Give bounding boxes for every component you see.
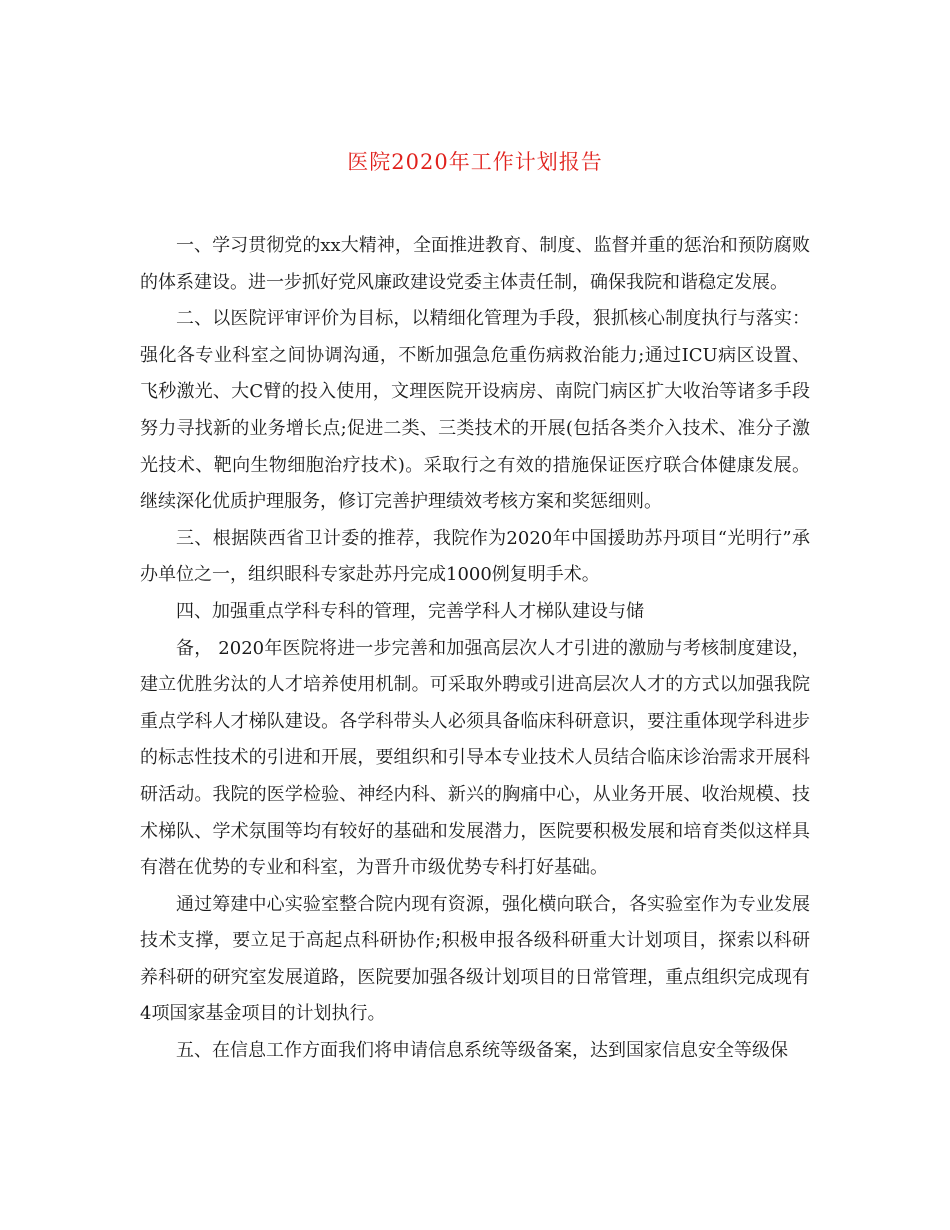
paragraph-4: 四、加强重点学科专科的管理，完善学科人才梯队建设与储 xyxy=(176,600,644,622)
paragraph-7: 五、在信息工作方面我们将申请信息系统等级备案，达到国家信息安全等级保 xyxy=(176,1040,788,1062)
paragraph-5: 备， 2020年医院将进一步完善和加强高层次人才引进的激励与考核制度建设，建立优胜劣汰的人才培养使用机制。可采取外聘或引进高层次人才的方式以加强我院重点学科人才梯队建设。各学科带头人必须具备临床科研意识，要注重体现学科进步的标志性技术的引进和开展，要组织和引导本专业技术人员结合临床诊治需求开展科研活动。我院的医学检验、神经内科、新兴的胸痛中心，从业务开展、收治规模、技术梯队、学术氛围等均有较好的基础和发展潜力，医院要积极发展和培育类似这样具有潜在优势的专业和科室，为晋升市级优势专科打好基础。 xyxy=(140,637,810,879)
paragraph-2: 二、以医院评审评价为目标，以精细化管理为手段，狠抓核心制度执行与落实：强化各专业科室之间协调沟通，不断加强急危重伤病救治能力;通过ICU病区设置、飞秒激光、大C臂的投入使用，文理医院开设病房、南院门病区扩大收治等诸多手段努力寻找新的业务增长点;促进二类、三类技术的开展(包括各类介入技术、准分子激光技术、靶向生物细胞治疗技术)。采取行之有效的措施保证医疗联合体健康发展。继续深化优质护理服务，修订完善护理绩效考核方案和奖惩细则。 xyxy=(140,308,810,513)
document-title: 医院2020年工作计划报告 xyxy=(347,150,603,174)
paragraph-1: 一、学习贯彻党的xx大精神，全面推进教育、制度、监督并重的惩治和预防腐败的体系建设。进一步抓好党风廉政建设党委主体责任制，确保我院和谐稳定发展。 xyxy=(140,235,810,293)
paragraph-3: 三、根据陕西省卫计委的推荐，我院作为2020年中国援助苏丹项目“光明行”承办单位之一，组织眼科专家赴苏丹完成1000例复明手术。 xyxy=(140,527,810,586)
paragraph-6: 通过筹建中心实验室整合院内现有资源，强化横向联合，各实验室作为专业发展技术支撑，要立足于高起点科研协作;积极申报各级科研重大计划项目，探索以科研养科研的研究室发展道路，医院要加强各级计划项目的日常管理，重点组织完成现有4项国家基金项目的计划执行。 xyxy=(140,893,810,1025)
document-body xyxy=(140,228,810,1070)
